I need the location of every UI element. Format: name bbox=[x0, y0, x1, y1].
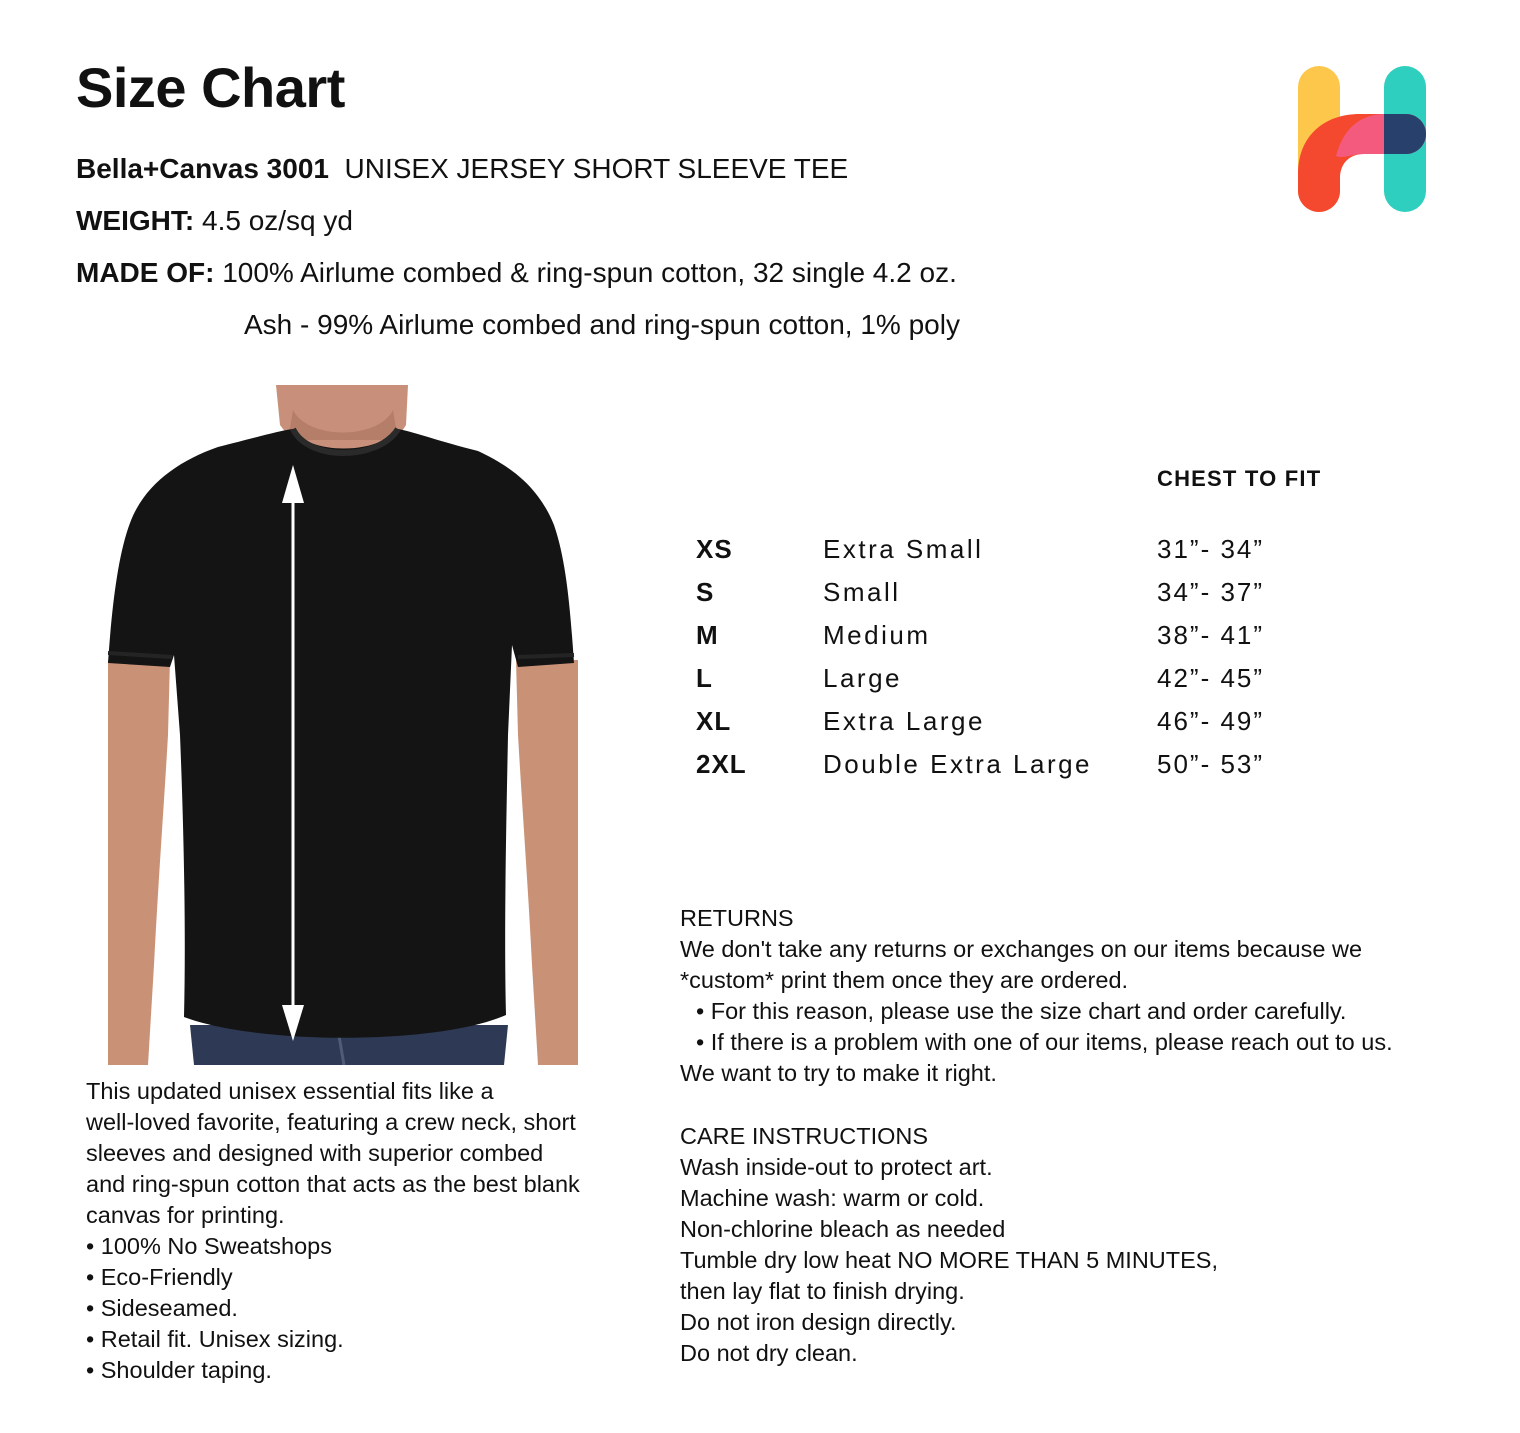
size-name: Medium bbox=[823, 620, 931, 650]
returns-text: *custom* print them once they are ordered. bbox=[680, 967, 1129, 993]
size-name: Small bbox=[823, 577, 901, 607]
product-name: UNISEX JERSEY SHORT SLEEVE TEE bbox=[344, 153, 849, 184]
product-line bbox=[76, 152, 848, 186]
returns-text: We don't take any returns or exchanges on our items because we bbox=[680, 936, 1363, 962]
size-name: Large bbox=[823, 663, 902, 693]
size-chest-range: 46”- 49” bbox=[1157, 706, 1265, 736]
description-line: This updated unisex essential fits like a bbox=[86, 1078, 494, 1104]
care-line: Wash inside-out to protect art. bbox=[680, 1154, 993, 1180]
care-heading: CARE INSTRUCTIONS bbox=[680, 1123, 929, 1149]
product-brand: Bella+Canvas 3001 bbox=[76, 153, 329, 184]
weight-value: 4.5 oz/sq yd bbox=[202, 205, 353, 236]
feature-bullet: • 100% No Sweatshops bbox=[86, 1233, 332, 1259]
description-line: well-loved favorite, featuring a crew neck, short bbox=[86, 1109, 576, 1135]
size-name: Extra Small bbox=[823, 534, 984, 564]
size-code: XS bbox=[696, 534, 733, 564]
size-chest-range: 38”- 41” bbox=[1157, 620, 1265, 650]
care-line: Do not dry clean. bbox=[680, 1340, 858, 1366]
weight-label: WEIGHT: bbox=[76, 205, 195, 236]
page-title: Size Chart bbox=[76, 56, 345, 119]
care-line: Do not iron design directly. bbox=[680, 1309, 957, 1335]
black-tshirt-model-image bbox=[108, 385, 578, 1065]
feature-bullet: • Shoulder taping. bbox=[86, 1357, 272, 1383]
returns-bullet: • If there is a problem with one of our items, please reach out to us. bbox=[696, 1029, 1393, 1055]
h-logo-icon bbox=[1296, 64, 1430, 214]
care-line: then lay flat to finish drying. bbox=[680, 1278, 965, 1304]
returns-text: We want to try to make it right. bbox=[680, 1060, 997, 1086]
care-line: Non-chlorine bleach as needed bbox=[680, 1216, 1006, 1242]
made-of-value: 100% Airlume combed & ring-spun cotton, 32 single 4.2 oz. bbox=[222, 257, 957, 288]
size-chest-range: 50”- 53” bbox=[1157, 749, 1265, 779]
feature-bullet: • Sideseamed. bbox=[86, 1295, 238, 1321]
product-description bbox=[86, 1076, 580, 1386]
chest-to-fit-header: CHEST TO FIT bbox=[1157, 466, 1322, 491]
size-code: XL bbox=[696, 706, 732, 736]
returns-bullet: • For this reason, please use the size chart and order carefully. bbox=[696, 998, 1347, 1024]
feature-bullet: • Retail fit. Unisex sizing. bbox=[86, 1326, 344, 1352]
care-line: Tumble dry low heat NO MORE THAN 5 MINUTES, bbox=[680, 1247, 1219, 1273]
size-code: M bbox=[696, 620, 719, 650]
weight-line bbox=[76, 204, 353, 238]
size-code: 2XL bbox=[696, 749, 747, 779]
returns-section bbox=[680, 903, 1393, 1089]
made-of-label: MADE OF: bbox=[76, 257, 215, 288]
care-section bbox=[680, 1121, 1218, 1369]
size-code: L bbox=[696, 663, 713, 693]
feature-bullet: • Eco-Friendly bbox=[86, 1264, 233, 1290]
size-chest-range: 31”- 34” bbox=[1157, 534, 1265, 564]
care-line: Machine wash: warm or cold. bbox=[680, 1185, 985, 1211]
description-line: and ring-spun cotton that acts as the best blank bbox=[86, 1171, 580, 1197]
size-chest-range: 42”- 45” bbox=[1157, 663, 1265, 693]
returns-heading: RETURNS bbox=[680, 905, 794, 931]
size-name: Extra Large bbox=[823, 706, 985, 736]
made-of-line bbox=[76, 256, 957, 290]
made-of-line-2: Ash - 99% Airlume combed and ring-spun cotton, 1% poly bbox=[244, 309, 960, 340]
description-line: canvas for printing. bbox=[86, 1202, 285, 1228]
size-chest-range: 34”- 37” bbox=[1157, 577, 1265, 607]
description-line: sleeves and designed with superior combed bbox=[86, 1140, 544, 1166]
size-code: S bbox=[696, 577, 715, 607]
size-name: Double Extra Large bbox=[823, 749, 1093, 779]
